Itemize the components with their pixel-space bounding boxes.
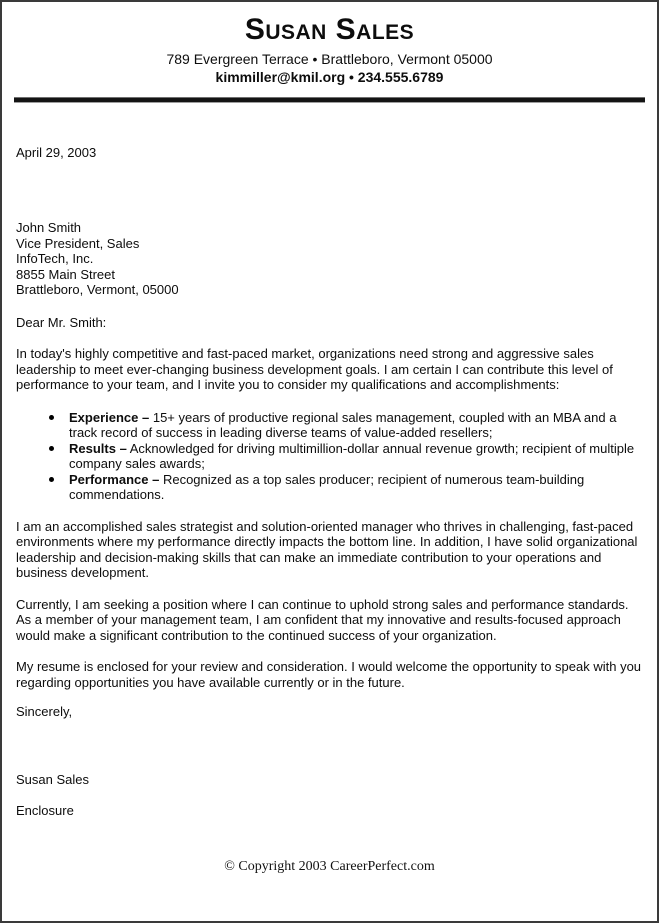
body-paragraph-3: Currently, I am seeking a position where I can continue to uphold strong sales and performance standards. As a member of your management team, I am confident that my innovative and results-focused approach would make a significant contribution to the continued success of your organization.	[16, 596, 629, 643]
recipient-title: Vice President, Sales	[16, 235, 140, 251]
list-item	[69, 410, 643, 441]
bullet-icon	[49, 446, 54, 451]
qualifications-list	[2, 410, 643, 503]
recipient-company: InfoTech, Inc.	[16, 251, 94, 267]
recipient-name: John Smith	[16, 220, 82, 236]
bullet-text: 15+ years of productive regional sales management, coupled with an MBA and a track record of success in leading diverse teams of value-added resellers;	[69, 409, 617, 441]
enclosure-note: Enclosure	[16, 803, 74, 819]
list-item	[69, 472, 643, 503]
recipient-street: 8855 Main Street	[16, 266, 116, 282]
letterhead-address: 789 Evergreen Terrace • Brattleboro, Vermont 05000	[166, 51, 493, 67]
intro-paragraph: In today's highly competitive and fast-paced market, organizations need strong and aggressive sales leadership to meet ever-changing business development goals. I am certain I can contribute this level of performance to your team, and I invite you to consider my qualifications and accomplishments:	[16, 346, 613, 393]
letterhead-name: Susan Sales	[244, 13, 415, 46]
recipient-block	[16, 220, 643, 298]
bullet-text: Acknowledged for driving multimillion-dollar annual revenue growth; recipient of multiple company sales awards;	[69, 440, 635, 472]
date-line: April 29, 2003	[16, 144, 97, 160]
bullet-label: Experience –	[69, 409, 150, 425]
recipient-city: Brattleboro, Vermont, 05000	[16, 282, 179, 298]
body-paragraph-2: I am an accomplished sales strategist and solution-oriented manager who thrives in challenging, fast-paced environments where my performance directly impacts the bottom line. In addition, I have solid organizational leadership and decision-making skills that can make an immediate contribution to your operations and business development.	[16, 518, 638, 581]
closing: Sincerely,	[16, 704, 73, 720]
letterhead	[2, 2, 657, 86]
copyright-footer: © Copyright 2003 CareerPerfect.com	[224, 859, 435, 874]
bullet-label: Results –	[69, 440, 127, 456]
header-rule	[14, 97, 645, 103]
list-item	[69, 441, 643, 472]
body-paragraph-4: My resume is enclosed for your review and consideration. I would welcome the opportunity to speak with you regarding opportunities you have available currently or in the future.	[16, 659, 642, 690]
bullet-label: Performance –	[69, 471, 160, 487]
bullet-text: Recognized as a top sales producer; recipient of numerous team-building commendations.	[69, 471, 585, 503]
signature-name: Susan Sales	[16, 771, 89, 787]
bullet-icon	[49, 477, 54, 482]
bullet-icon	[49, 415, 54, 420]
salutation: Dear Mr. Smith:	[16, 314, 107, 330]
letterhead-contact: kimmiller@kmil.org • 234.555.6789	[215, 69, 444, 86]
